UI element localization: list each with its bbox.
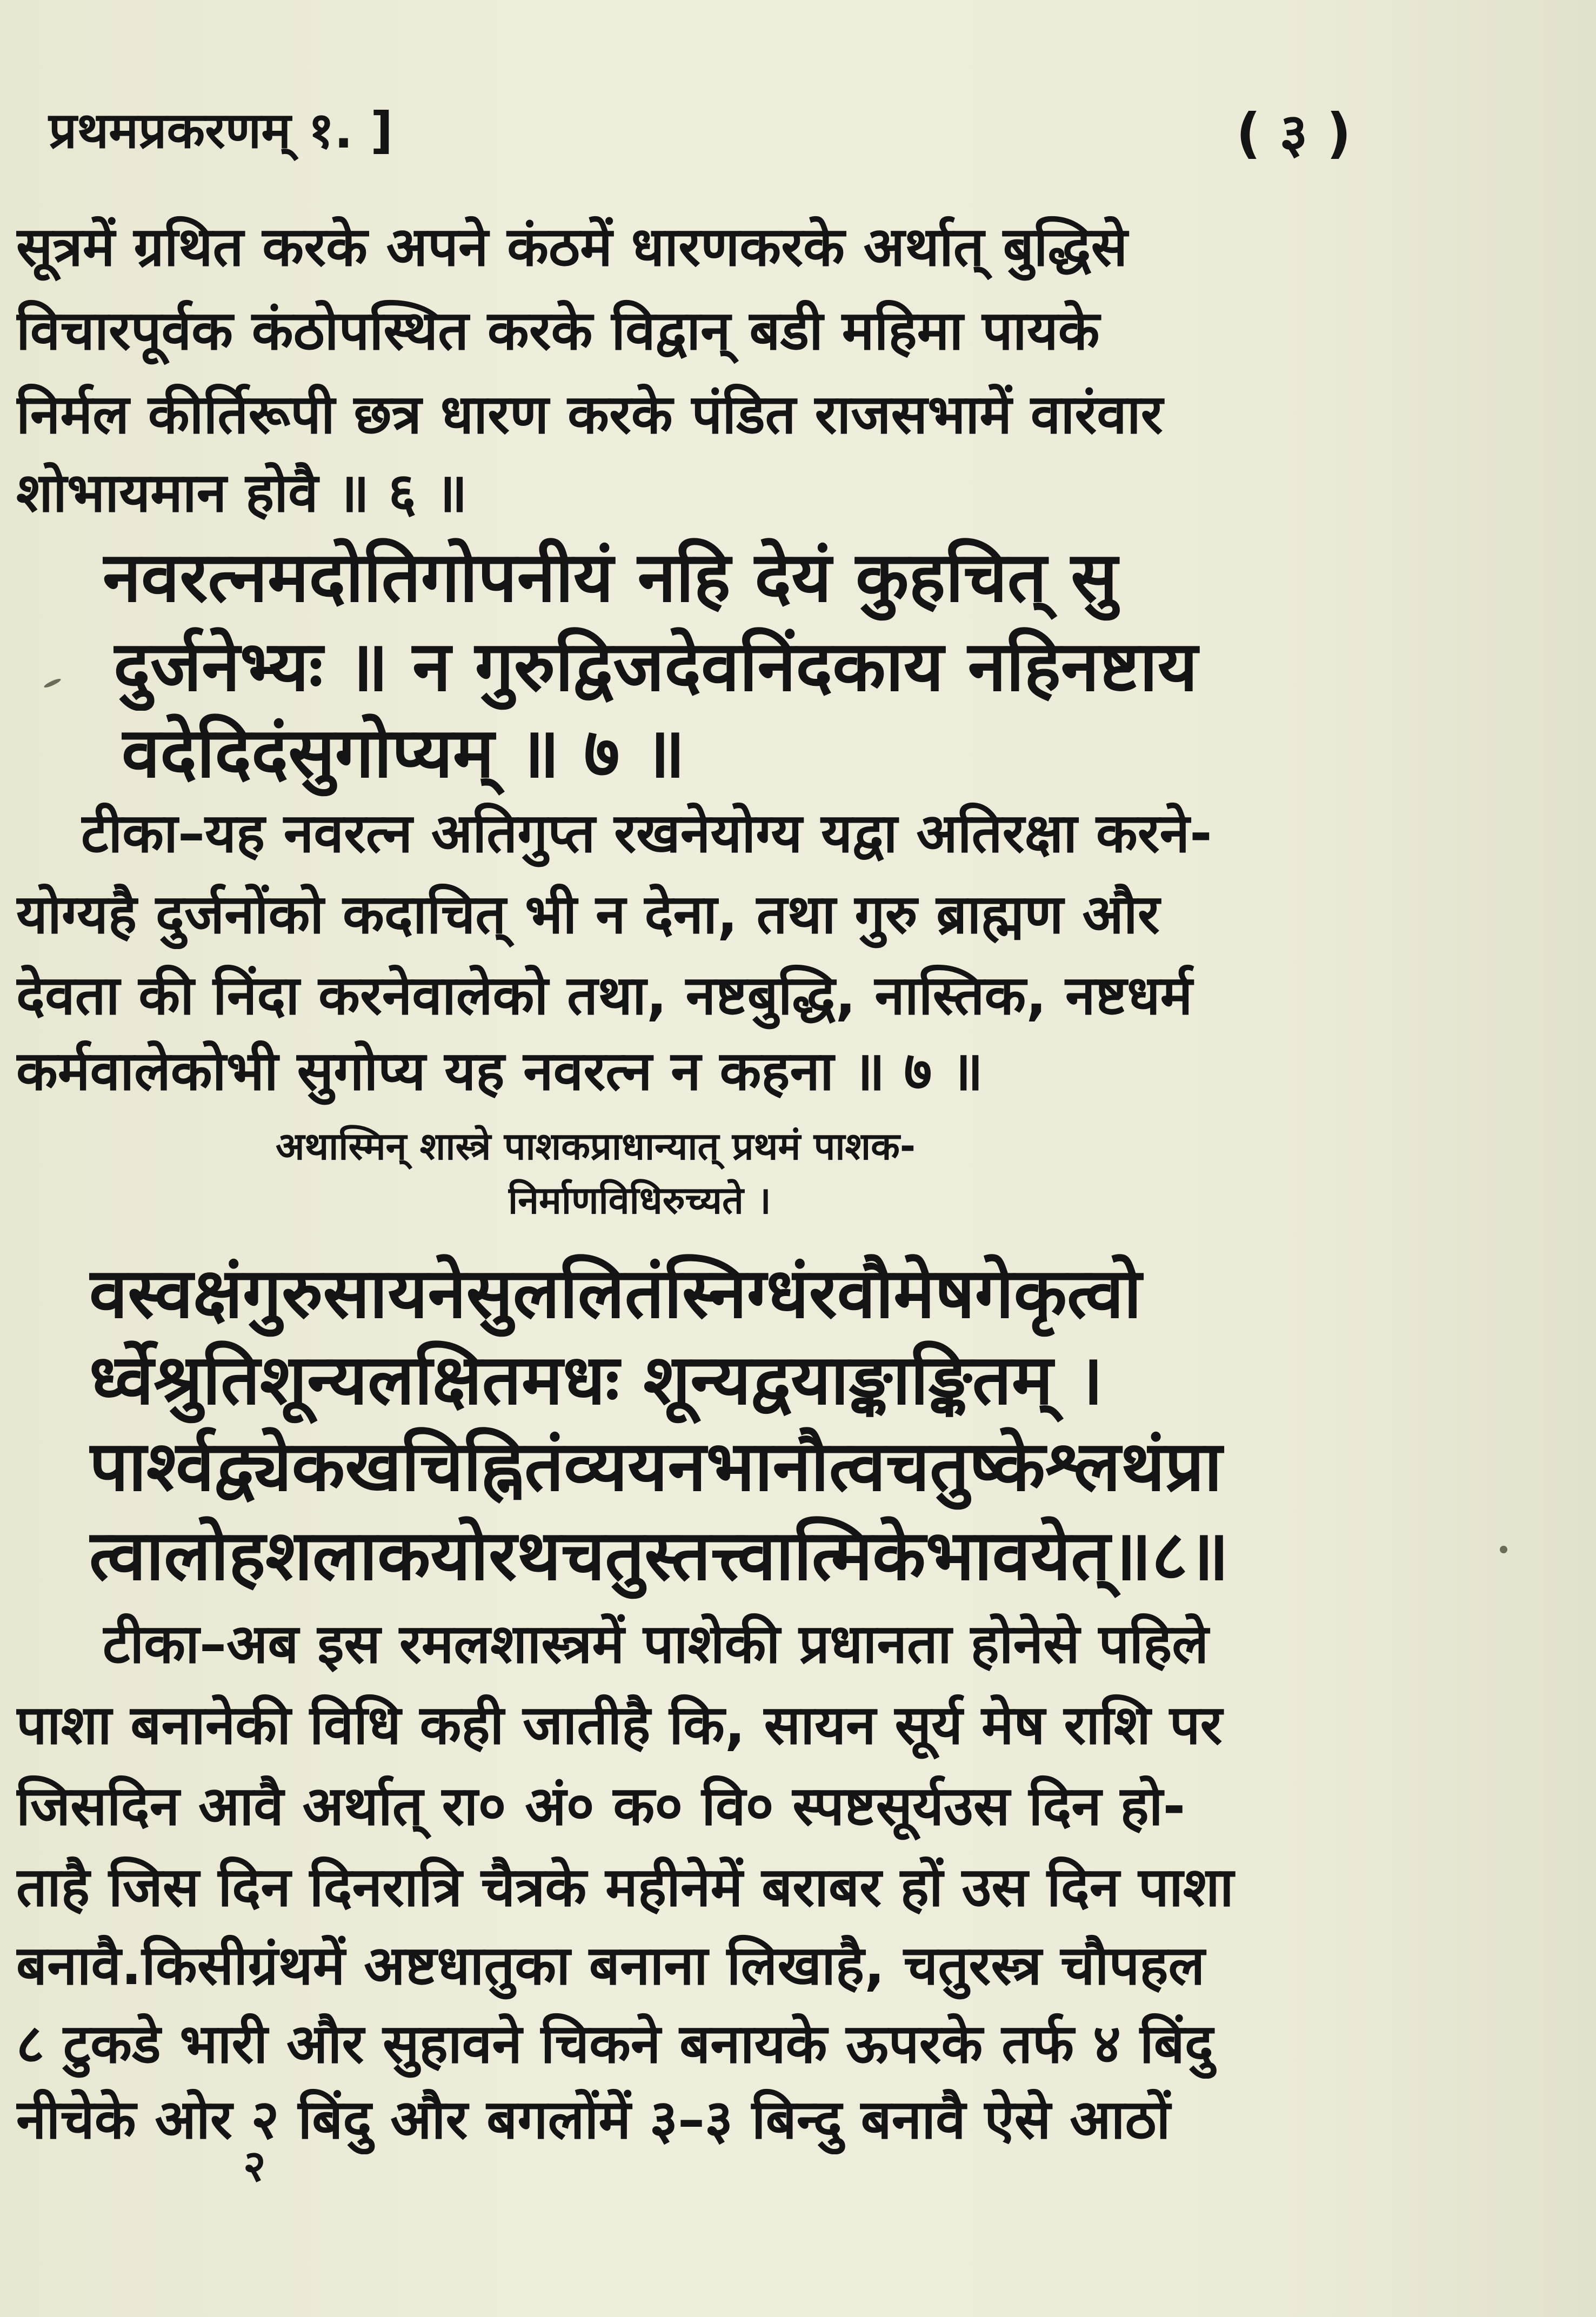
paragraph-line: विचारपूर्वक कंठोपस्थित करके विद्वान् बडी महिमा पायके bbox=[16, 299, 1100, 362]
chapter-heading: प्रथमप्रकरणम् १. ] bbox=[49, 102, 393, 159]
verse-line: वस्वक्षंगुरुसायनेसुललितंस्निग्धंरवौमेषगेकृत्वो bbox=[89, 1253, 1142, 1334]
commentary-line: ताहै जिस दिन दिनरात्रि चैत्रके महीनेमें बराबर हों उस दिन पाशा bbox=[16, 1855, 1234, 1919]
subheading-line: निर्माणविधिरुच्यते । bbox=[508, 1178, 771, 1223]
commentary-line: कर्मवालेकोभी सुगोप्य यह नवरत्न न कहना ॥ ७ ॥ bbox=[16, 1039, 984, 1103]
page-header bbox=[32, 95, 1351, 176]
ink-speck bbox=[43, 677, 62, 689]
commentary-line: टीका–अब इस रमलशास्त्रमें पाशेकी प्रधानता होनेसे पहिले bbox=[103, 1612, 1209, 1675]
paragraph-line: सूत्रमें ग्रथित करके अपने कंठमें धारणकरके अर्थात् बुद्धिसे bbox=[16, 215, 1128, 278]
verse-line: र्ध्वेश्रुतिशून्यलक्षितमधः शून्यद्वयाङ्काङ्कितम् । bbox=[89, 1340, 1104, 1420]
verse-line: दुर्जनेभ्यः ॥ न गुरुद्विजदेवनिंदकाय नहिनष्टाय bbox=[113, 626, 1198, 707]
verse-line: त्वालोहशलाकयोरथचतुस्तत्त्वात्मिकेभावयेत्॥८॥ bbox=[89, 1515, 1230, 1596]
commentary-line: ८ टुकडे भारी और सुहावने चिकने बनायके ऊपरके तर्फ ४ बिंदु bbox=[16, 2012, 1213, 2075]
commentary-line: जिसदिन आवै अर्थात् रा० अं० क० वि० स्पष्टसूर्यउस दिन हो- bbox=[16, 1774, 1186, 1838]
commentary-line: पाशा बनानेकी विधि कही जातीहै कि, सायन सूर्य मेष राशि पर bbox=[16, 1693, 1223, 1757]
ink-speck bbox=[1500, 1546, 1507, 1553]
commentary-line: बनावै.किसीग्रंथमें अष्टधातुका बनाना लिखाहै, चतुरस्त्र चौपहल bbox=[16, 1934, 1205, 1997]
commentary-line: देवता की निंदा करनेवालेको तथा, नष्टबुद्धि, नास्तिक, नष्टधर्म bbox=[16, 964, 1193, 1027]
commentary-line: टीका–यह नवरत्न अतिगुप्त रखनेयोग्य यद्वा अतिरक्षा करने- bbox=[81, 802, 1212, 865]
page-number: ( ३ ) bbox=[1236, 102, 1351, 165]
paragraph-line: शोभायमान होवै ॥ ६ ॥ bbox=[16, 461, 468, 524]
verse-line: नवरत्नमदोतिगोपनीयं नहि देयं कुहचित् सु bbox=[103, 537, 1118, 618]
signature-mark: २ bbox=[243, 2141, 266, 2191]
verse-line: पार्श्वद्व्येकखचिह्नितंव्ययनभानौत्वचतुष्केश्लथंप्रा bbox=[89, 1426, 1223, 1507]
paragraph-line: निर्मल कीर्तिरूपी छत्र धारण करके पंडित राजसभामें वारंवार bbox=[16, 383, 1163, 446]
verse-line: वदेदिदंसुगोप्यम् ॥ ७ ॥ bbox=[122, 713, 685, 793]
commentary-line: नीचेके ओर २ बिंदु और बगलोंमें ३–३ बिन्दु बनावै ऐसे आठों bbox=[16, 2088, 1171, 2151]
commentary-line: योग्यहै दुर्जनोंको कदाचित् भी न देना, तथा गुरु ब्राह्मण और bbox=[16, 883, 1160, 946]
subheading-line: अथास्मिन् शास्त्रे पाशकप्राधान्यात् प्रथमं पाशक- bbox=[276, 1124, 916, 1168]
